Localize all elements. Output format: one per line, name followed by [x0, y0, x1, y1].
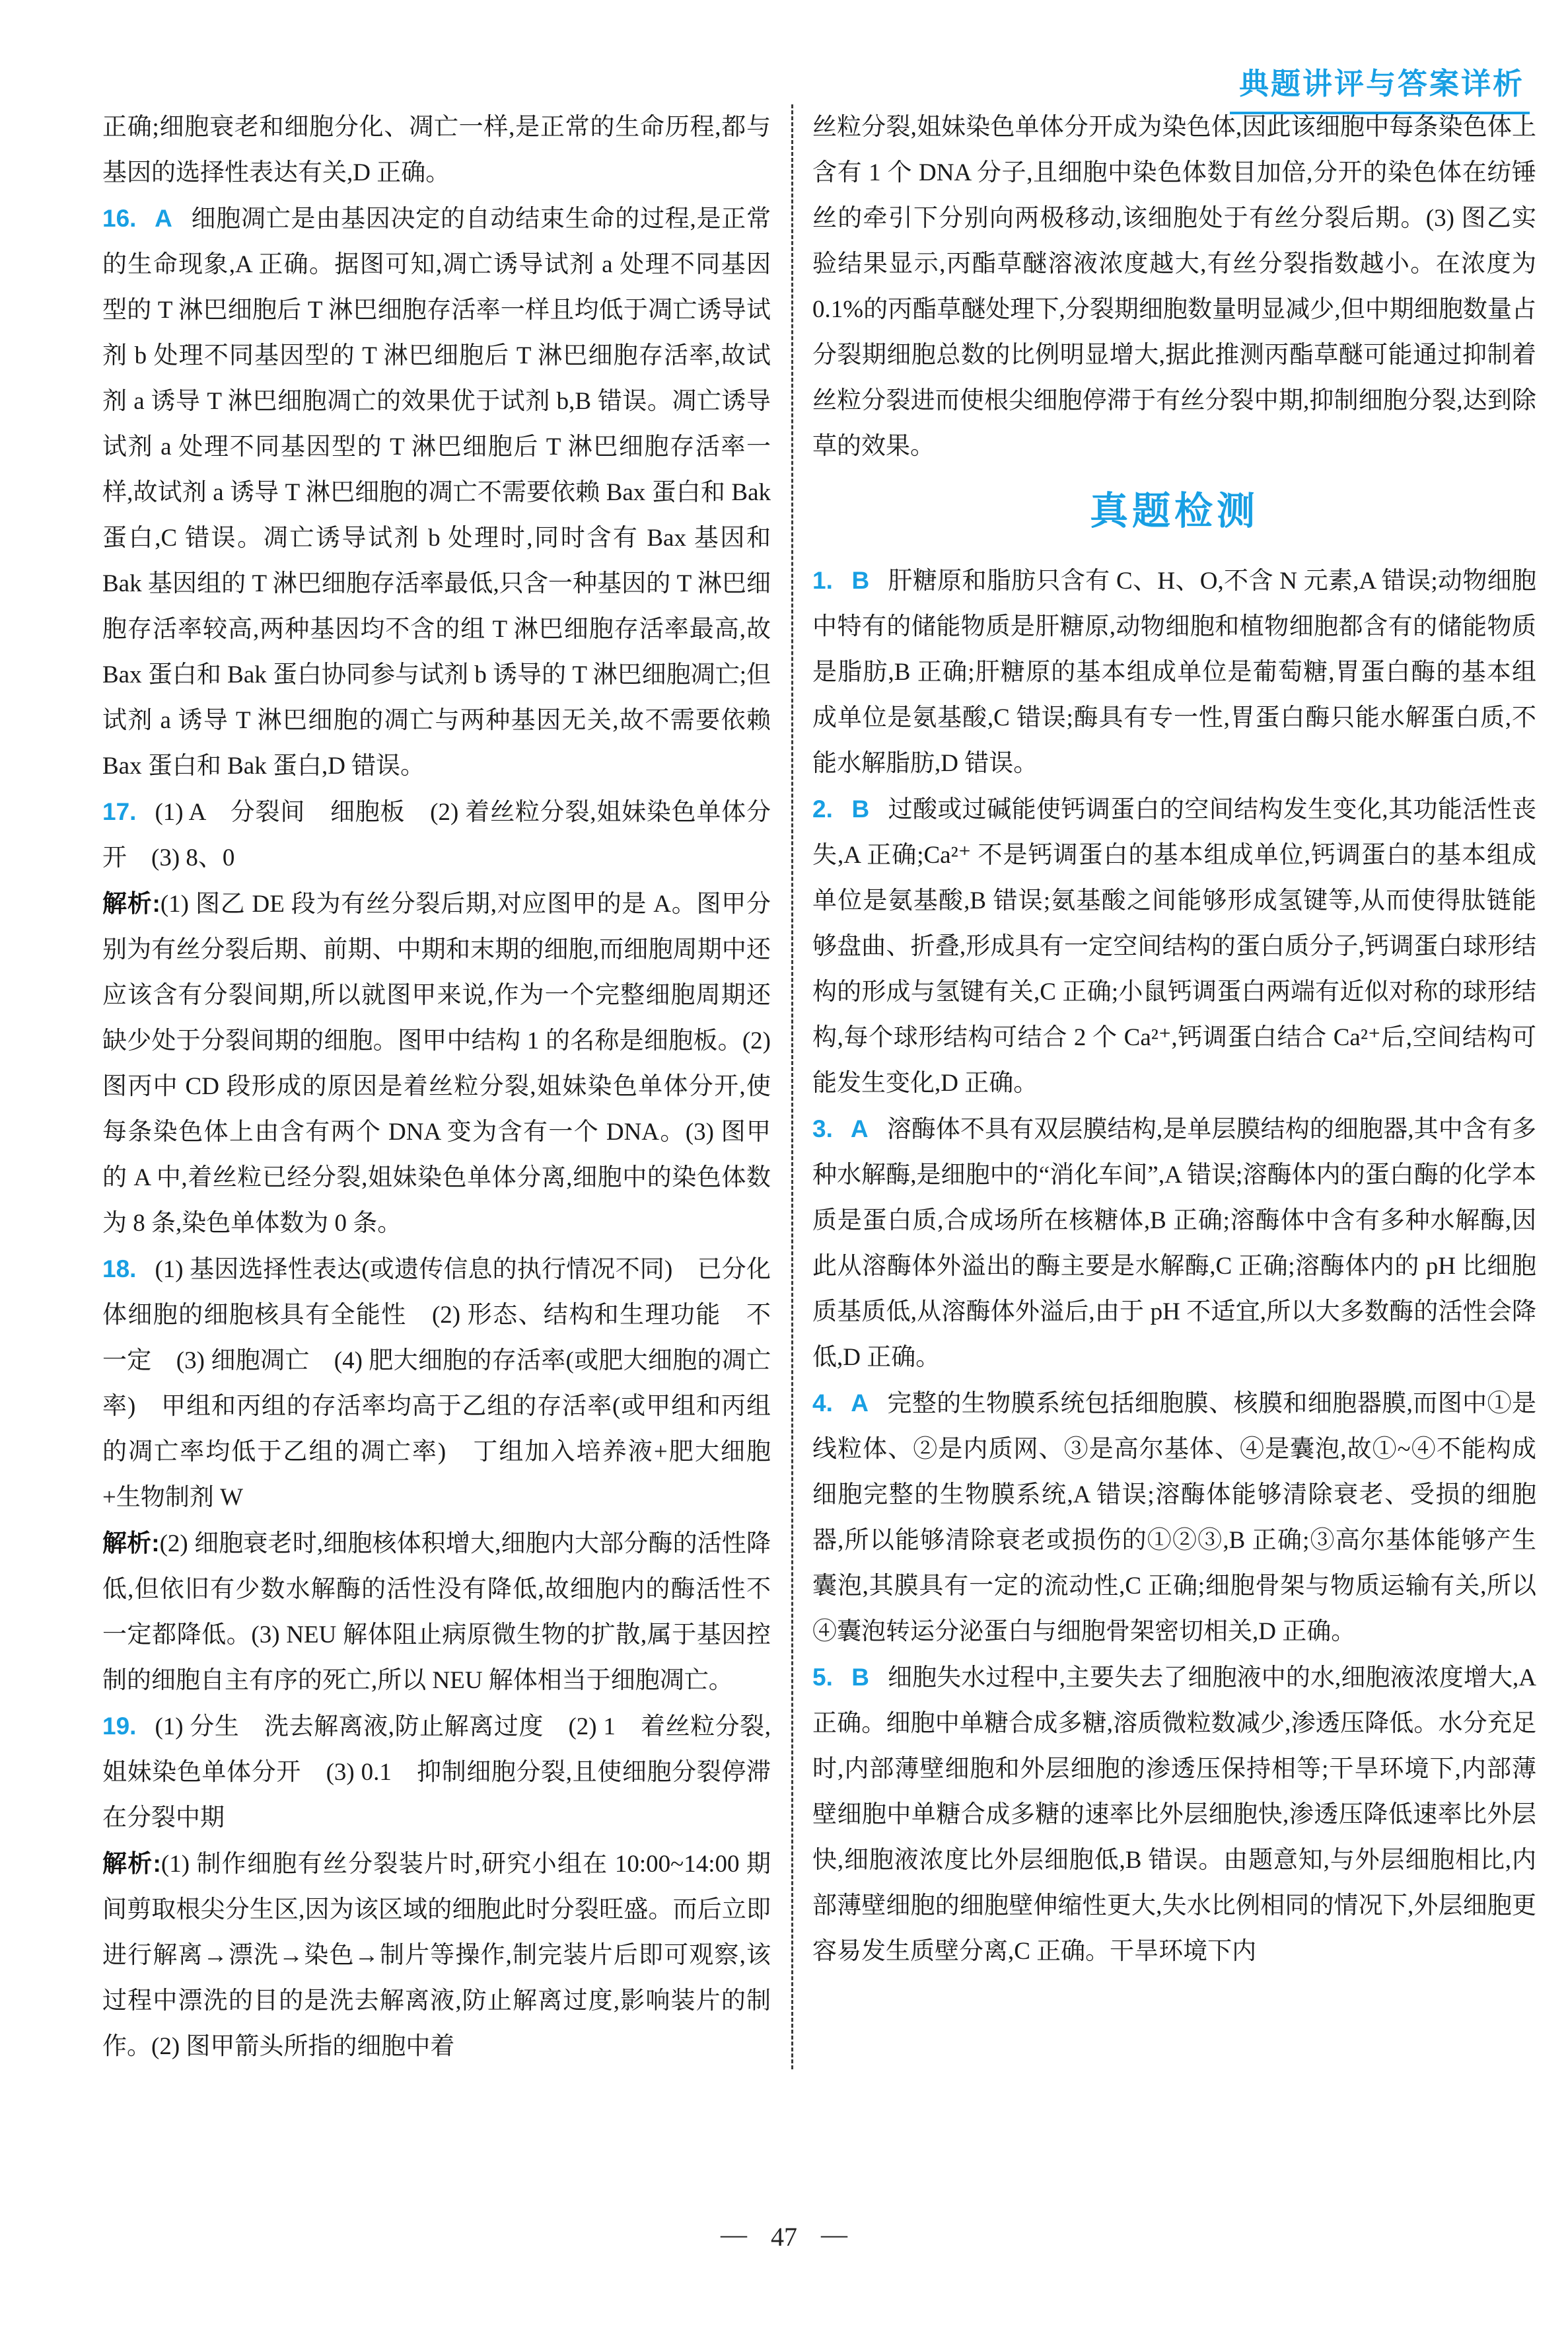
question-number-label: 18.: [102, 1255, 137, 1282]
paragraph-text: 完整的生物膜系统包括细胞膜、核膜和细胞器膜,而图中①是线粒体、②是内质网、③是高尔基体、④是囊泡,故①~④不能构成细胞完整的生物膜系统,A 错误;溶酶体能够清除衰老、受损的细胞器,所以能够清除衰老或损伤的①②③,B 正确;③高尔基体能够产生囊泡,其膜具有一定的流动性,C 正确;细胞骨架与物质运输有关,所以④囊泡转运分泌蛋白与细胞骨架密切相关,D 正确。: [812, 1390, 1537, 1645]
analysis-19: [102, 1841, 771, 2069]
column-divider: [791, 104, 793, 2069]
paragraph-text: 丝粒分裂,姐妹染色单体分开成为染色体,因此该细胞中每条染色体上含有 1 个 DNA 分子,且细胞中染色体数目加倍,分开的染色体在纺锤丝的牵引下分别向两极移动,该细胞处于有丝分裂后期。(3) 图乙实验结果显示,丙酯草醚溶液浓度越大,有丝分裂指数越小。在浓度为 0.1%的丙酯草醚处理下,分裂期细胞数量明显减少,但中期细胞数量占分裂期细胞总数的比例明显增大,据此推测丙酯草醚可能通过抑制着丝粒分裂进而使根尖细胞停滞于有丝分裂中期,抑制细胞分裂,达到除草的效果。: [812, 114, 1536, 460]
continued-paragraph: [812, 104, 1536, 469]
question-number-label: 4. A: [812, 1389, 869, 1417]
continued-paragraph: [102, 104, 771, 196]
left-column: [102, 104, 771, 2069]
answer-18: [102, 1246, 771, 1520]
paragraph-text: (1) 分生 洗去解离液,防止解离过度 (2) 1 着丝粒分裂,姐妹染色单体分开 (3) 0.1 抑制细胞分裂,且使细胞分裂停滞在分裂中期: [102, 1713, 771, 1831]
question-number-label: 2. B: [812, 795, 870, 823]
question-number-label: 1. B: [812, 567, 870, 594]
analysis-17: [102, 881, 771, 1246]
answer-5: [812, 1654, 1536, 1974]
paragraph-text: (1) A 分裂间 细胞板 (2) 着丝粒分裂,姐妹染色单体分开 (3) 8、0: [102, 799, 771, 871]
paragraph-text: (2) 细胞衰老时,细胞核体积增大,细胞内大部分酶的活性降低,但依旧有少数水解酶的活性没有降低,故细胞内的酶活性不一定都降低。(3) NEU 解体阻止病原微生物的扩散,属于基因控制的细胞自主有序的死亡,所以 NEU 解体相当于细胞凋亡。: [102, 1530, 771, 1694]
answer-17: [102, 789, 771, 881]
analysis-label: 解析:: [102, 1530, 160, 1557]
page-footer: [0, 2221, 1568, 2252]
paragraph-text: 溶酶体不具有双层膜结构,是单层膜结构的细胞器,其中含有多种水解酶,是细胞中的“消化车间”,A 错误;溶酶体内的蛋白酶的化学本质是蛋白质,合成场所在核糖体,B 正确;溶酶体中含有多种水解酶,因此从溶酶体外溢出的酶主要是水解酶,C 正确;溶酶体内的 pH 比细胞质基质低,从溶酶体外溢后,由于 pH 不适宜,所以大多数酶的活性会降低,D 正确。: [812, 1116, 1537, 1371]
paragraph-text: 细胞失水过程中,主要失去了细胞液中的水,细胞液浓度增大,A 正确。细胞中单糖合成多糖,溶质微粒数减少,渗透压降低。水分充足时,内部薄壁细胞和外层细胞的渗透压保持相等;干旱环境下,内部薄壁细胞中单糖合成多糖的速率比外层细胞快,渗透压降低速率比外层快,细胞液浓度比外层细胞低,B 错误。由题意知,与外层细胞相比,内部薄壁细胞的细胞壁伸缩性更大,失水比例相同的情况下,外层细胞更容易发生质壁分离,C 正确。干旱环境下内: [812, 1664, 1537, 1965]
paragraph-text: 肝糖原和脂肪只含有 C、H、O,不含 N 元素,A 错误;动物细胞中特有的储能物质是肝糖原,动物细胞和植物细胞都含有的储能物质是脂肪,B 正确;肝糖原的基本组成单位是葡萄糖,胃蛋白酶的基本组成单位是氨基酸,C 错误;酶具有专一性,胃蛋白酶只能水解蛋白质,不能水解脂肪,D 错误。: [812, 568, 1536, 777]
answer-3: [812, 1106, 1536, 1380]
question-number-label: 5. B: [812, 1664, 869, 1691]
answer-2: [812, 786, 1536, 1106]
paragraph-text: (1) 基因选择性表达(或遗传信息的执行情况不同) 已分化体细胞的细胞核具有全能性 (2) 形态、结构和生理功能 不一定 (3) 细胞凋亡 (4) 肥大细胞的存活率(或肥大细胞的凋亡率) 甲组和丙组的存活率均高于乙组的存活率(或甲组和丙组的凋亡率均低于乙组的凋亡率) 丁组加入培养液+肥大细胞+生物制剂 W: [102, 1256, 771, 1511]
page-header-title: 典题讲评与答案详析: [1238, 67, 1524, 100]
paragraph-text: 过酸或过碱能使钙调蛋白的空间结构发生变化,其功能活性丧失,A 正确;Ca²⁺ 不是钙调蛋白的基本组成单位,钙调蛋白的基本组成单位是氨基酸,B 错误;氨基酸之间能够形成氢键等,从而使得肽链能够盘曲、折叠,形成具有一定空间结构的蛋白质分子,钙调蛋白球形结构的形成与氢键有关,C 正确;小鼠钙调蛋白两端有近似对称的球形结构,每个球形结构可结合 2 个 Ca²⁺,钙调蛋白结合 Ca²⁺后,空间结构可能发生变化,D 正确。: [812, 796, 1537, 1097]
question-number-label: 19.: [102, 1713, 137, 1740]
analysis-label: 解析:: [102, 1850, 161, 1877]
analysis-label: 解析:: [102, 890, 160, 917]
answer-16: [102, 196, 771, 789]
paragraph-text: 细胞凋亡是由基因决定的自动结束生命的过程,是正常的生命现象,A 正确。据图可知,凋亡诱导试剂 a 处理不同基因型的 T 淋巴细胞后 T 淋巴细胞存活率一样且均低于凋亡诱导试剂 b 处理不同基因型的 T 淋巴细胞后 T 淋巴细胞存活率,故试剂 a 诱导 T 淋巴细胞凋亡的效果优于试剂 b,B 错误。凋亡诱导试剂 a 处理不同基因型的 T 淋巴细胞后 T 淋巴细胞存活率一样,故试剂 a 诱导 T 淋巴细胞的凋亡不需要依赖 Bax 蛋白和 Bak 蛋白,C 错误。凋亡诱导试剂 b 处理时,同时含有 Bax 基因和 Bak 基因组的 T 淋巴细胞存活率最低,只含一种基因的 T 淋巴细胞存活率较高,两种基因均不含的组 T 淋巴细胞存活率最高,故 Bax 蛋白和 Bak 蛋白协同参与试剂 b 诱导的 T 淋巴细胞凋亡;但试剂 a 诱导 T 淋巴细胞的凋亡与两种基因无关,故不需要依赖 Bax 蛋白和 Bak 蛋白,D 错误。: [102, 205, 771, 780]
paragraph-text: (1) 制作细胞有丝分裂装片时,研究小组在 10:00~14:00 期间剪取根尖分生区,因为该区域的细胞此时分裂旺盛。而后立即进行解离→漂洗→染色→制片等操作,制完装片后即可观察,该过程中漂洗的目的是洗去解离液,防止解离过度,影响装片的制作。(2) 图甲箭头所指的细胞中着: [102, 1851, 771, 2060]
analysis-18: [102, 1520, 771, 1703]
footer-left-dash: —: [721, 2219, 747, 2249]
footer-right-dash: —: [821, 2219, 847, 2249]
paragraph-text: 正确;细胞衰老和细胞分化、凋亡一样,是正常的生命历程,都与基因的选择性表达有关,D 正确。: [102, 114, 771, 186]
question-number-label: 16. A: [102, 205, 172, 232]
content-area: [102, 104, 1536, 2069]
paragraph-text: (1) 图乙 DE 段为有丝分裂后期,对应图甲的是 A。图甲分别为有丝分裂后期、前期、中期和末期的细胞,而细胞周期中还应该含有分裂间期,所以就图甲来说,作为一个完整细胞周期还缺少处于分裂间期的细胞。图甲中结构 1 的名称是细胞板。(2) 图丙中 CD 段形成的原因是着丝粒分裂,姐妹染色单体分开,使每条染色体上由含有两个 DNA 变为含有一个 DNA。(3) 图甲的 A 中,着丝粒已经分裂,姐妹染色单体分离,细胞中的染色体数为 8 条,染色单体数为 0 条。: [102, 891, 771, 1237]
right-column: [812, 104, 1536, 1974]
answer-19: [102, 1703, 771, 1841]
page-number: 47: [771, 2222, 797, 2252]
question-number-label: 3. A: [812, 1115, 869, 1142]
answer-1: [812, 558, 1536, 786]
section-heading: 真题检测: [1089, 490, 1259, 533]
question-number-label: 17.: [102, 798, 137, 825]
answer-4: [812, 1380, 1536, 1654]
